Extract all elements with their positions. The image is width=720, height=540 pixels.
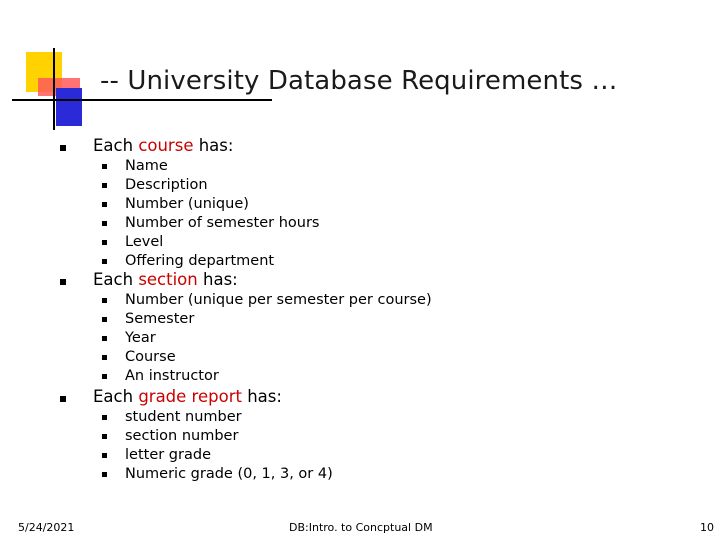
square-bullet-icon <box>102 183 107 188</box>
list-item <box>60 349 700 368</box>
list-item-text: Description <box>125 177 208 193</box>
square-bullet-icon <box>102 317 107 322</box>
list-item <box>60 368 700 387</box>
list-item-text: Semester <box>125 311 195 327</box>
list-item-text: section number <box>125 428 239 444</box>
section-section <box>60 270 700 387</box>
decor-blue-square <box>56 88 82 126</box>
list-item-text: Offering department <box>125 253 275 269</box>
section-heading <box>60 136 700 158</box>
section-heading-text <box>93 270 238 289</box>
square-bullet-icon <box>102 415 107 420</box>
heading-keyword: grade report <box>138 387 242 406</box>
square-bullet-icon <box>102 259 107 264</box>
square-bullet-icon <box>102 221 107 226</box>
heading-prefix: Each <box>93 387 139 406</box>
square-bullet-icon <box>102 298 107 303</box>
list-item-text: Number (unique) <box>125 196 249 212</box>
heading-keyword: course <box>138 136 194 155</box>
square-bullet-icon <box>60 279 66 285</box>
list-item-text: An instructor <box>125 368 219 384</box>
footer-date: 5/24/2021 <box>18 521 75 534</box>
list-item <box>60 196 700 215</box>
list-item <box>60 234 700 253</box>
square-bullet-icon <box>102 472 107 477</box>
list-item-text: Number (unique per semester per course) <box>125 292 432 308</box>
decor-vertical-line <box>53 48 55 130</box>
item-list <box>60 409 700 485</box>
section-course <box>60 136 700 272</box>
list-item <box>60 466 700 485</box>
heading-prefix: Each <box>93 270 139 289</box>
section-heading-text <box>93 136 233 155</box>
square-bullet-icon <box>102 355 107 360</box>
square-bullet-icon <box>60 145 66 151</box>
list-item-text: Number of semester hours <box>125 215 320 231</box>
list-item <box>60 330 700 349</box>
square-bullet-icon <box>102 434 107 439</box>
decor-horizontal-line <box>12 99 272 101</box>
list-item <box>60 311 700 330</box>
heading-suffix: has: <box>241 387 282 406</box>
square-bullet-icon <box>102 240 107 245</box>
list-item-text: Level <box>125 234 164 250</box>
heading-suffix: has: <box>197 270 238 289</box>
list-item-text: Numeric grade (0, 1, 3, or 4) <box>125 466 333 482</box>
item-list <box>60 158 700 272</box>
list-item <box>60 409 700 428</box>
section-heading-text <box>93 387 282 406</box>
list-item <box>60 158 700 177</box>
section-grade-report <box>60 387 700 485</box>
square-bullet-icon <box>102 374 107 379</box>
section-heading <box>60 387 700 409</box>
list-item <box>60 447 700 466</box>
square-bullet-icon <box>102 453 107 458</box>
page-number: 10 <box>700 521 714 534</box>
list-item <box>60 177 700 196</box>
section-heading <box>60 270 700 292</box>
square-bullet-icon <box>102 336 107 341</box>
list-item-text: Name <box>125 158 168 174</box>
slide-title: -- University Database Requirements … <box>100 66 618 96</box>
list-item-text: Course <box>125 349 176 365</box>
square-bullet-icon <box>102 202 107 207</box>
item-list <box>60 292 700 387</box>
list-item <box>60 428 700 447</box>
list-item-text: Year <box>125 330 156 346</box>
heading-suffix: has: <box>193 136 234 155</box>
heading-prefix: Each <box>93 136 139 155</box>
square-bullet-icon <box>60 396 66 402</box>
footer-title: DB:Intro. to Concptual DM <box>289 521 433 534</box>
heading-keyword: section <box>138 270 198 289</box>
square-bullet-icon <box>102 164 107 169</box>
list-item-text: letter grade <box>125 447 211 463</box>
list-item <box>60 292 700 311</box>
list-item <box>60 215 700 234</box>
list-item-text: student number <box>125 409 242 425</box>
